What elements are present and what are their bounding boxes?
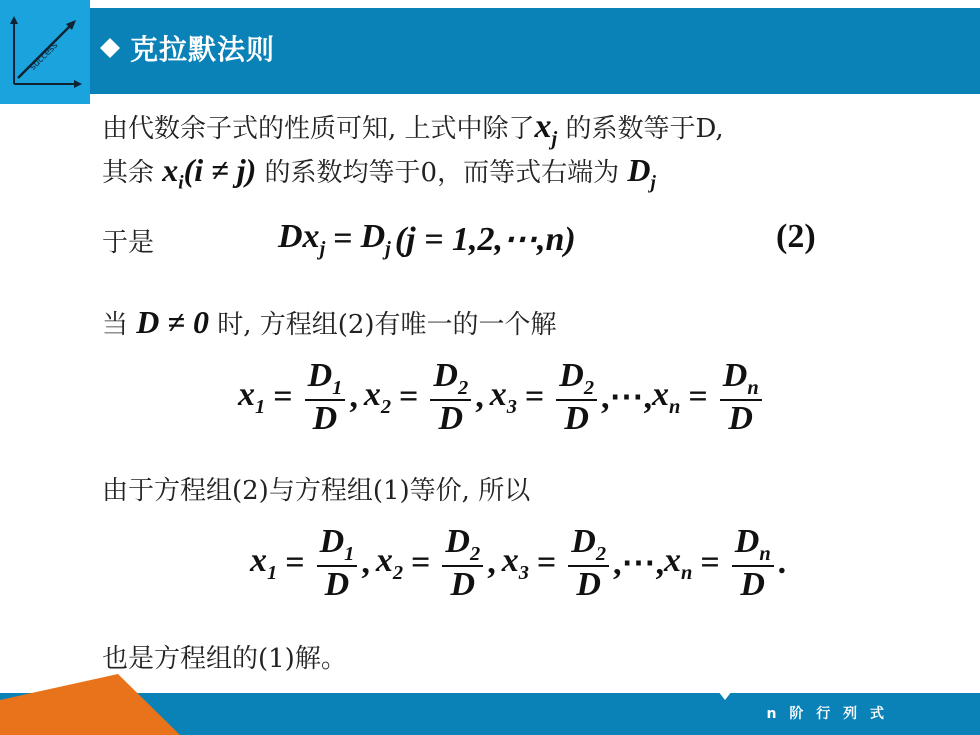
text-line-1-b: 的系数等于D, <box>557 114 724 144</box>
solution-formula-1: $x_1$ = $\frac{D_1}{D}$ , $x_2$ = $\frac{D_2}{D}$ , $x_3$ = $\frac{D_2}{D}$ ,⋯, $x_n$ = $\frac{D_n}{D}$ <box>238 358 766 437</box>
solution-1-x1: $x_1$ <box>238 376 266 418</box>
math-d-ne-0: D ≠ 0 <box>136 304 209 340</box>
footer-triangle-icon <box>718 691 732 700</box>
text-line-4: 当 D ≠ 0 时, 方程组(2)有唯一的一个解 <box>102 304 557 340</box>
logo-panel <box>0 0 90 104</box>
text-yushi: 于是 <box>102 228 155 258</box>
footer-label: n 阶 行 列 式 <box>766 706 888 722</box>
text-line-5: 由于方程组(2)与方程组(1)等价, 所以 <box>102 476 531 506</box>
math-dj: $D_j$ <box>627 152 656 194</box>
equation-number: (2) <box>776 218 816 255</box>
footer-orange-accent <box>0 660 200 735</box>
equation-2: $Dx_j$ = $D_j$ (j = 1,2,⋯,n) <box>278 218 576 260</box>
success-chart-icon <box>6 14 84 90</box>
text-line-2: 其余 $x_i(i \ne j)$ 的系数均等于0，而等式右端为 $D_j$ <box>102 152 656 194</box>
text-line-6: 也是方程组的(1)解。 <box>102 644 347 674</box>
text-line-1 <box>102 108 724 151</box>
title-group <box>100 28 275 68</box>
page-title: 克拉默法则 <box>130 33 276 66</box>
equation-2-condition: (j = 1,2,⋯,n) <box>394 221 576 259</box>
logo-word: success <box>28 40 61 73</box>
text-line-1-a: 由代数余子式的性质可知, 上式中除了 <box>102 114 535 144</box>
solution-formula-2: $x_1$ = $\frac{D_1}{D}$ , $x_2$ = $\frac{D_2}{D}$ , $x_3$ = $\frac{D_2}{D}$ ,⋯, $x_n$ = $\frac{D_n}{D}$ . <box>250 523 787 604</box>
math-cond-i-ne-j: (i ≠ j) <box>183 152 257 188</box>
math-xj: $x_j$ <box>534 108 558 150</box>
math-xi: $x_i$ <box>162 152 184 194</box>
diamond-bullet-icon <box>100 38 120 58</box>
